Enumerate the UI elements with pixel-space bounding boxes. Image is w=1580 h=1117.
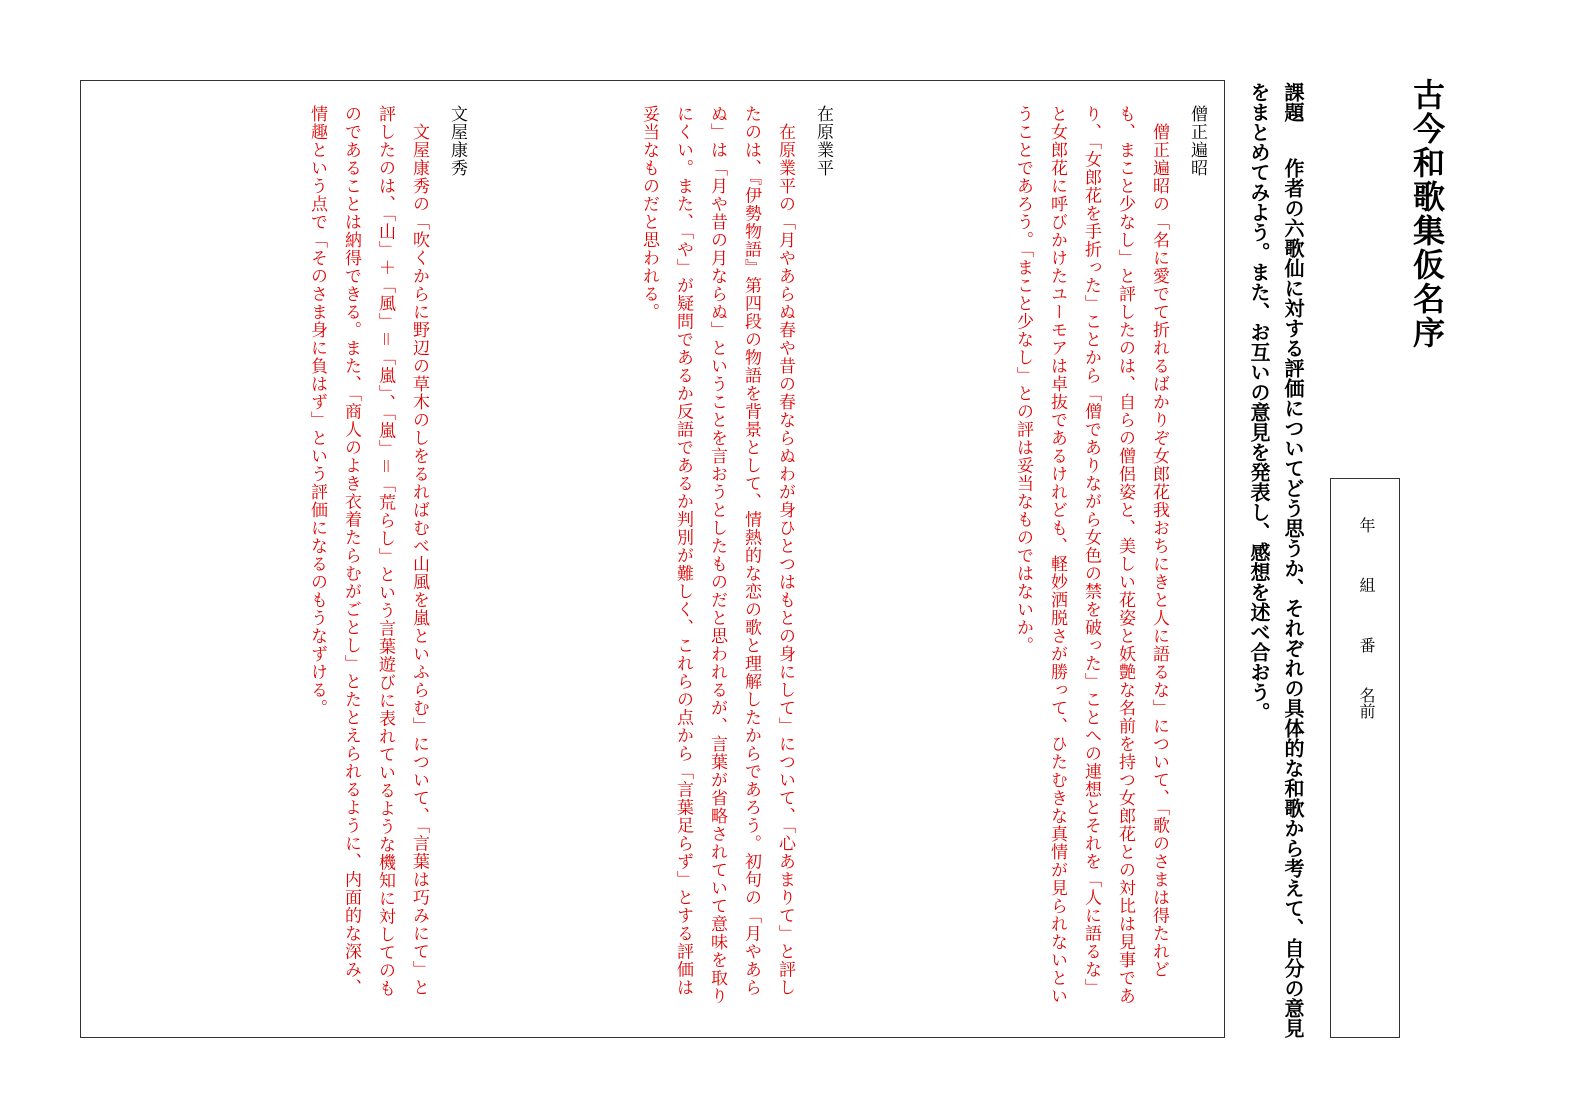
task-label: 課題 [1281,82,1305,122]
page-title: 古今和歌集仮名序 [1408,78,1446,350]
number-field-label: 番 [1357,637,1376,653]
class-field-label: 組 [1357,577,1376,593]
section-body-yasuhide: 文屋康秀の「吹くからに野辺の草木のしをるればむべ山風を嵐といふらむ」について、「言葉は巧みにて」と評したのは、「山」＋「風」＝「嵐」、「嵐」＝「荒らし」という言葉遊びに表れているような機知に対してのものであることは納得できる。また、「商人のよき衣着たらむがごとし」とたとえられるように、内面的な深み、情趣という点で「そのさま身に負はず」という評価になるのもうなずける。 [307,105,429,998]
section-heading-henjo: 僧正遍昭 [1187,105,1207,177]
section-heading-narihira: 在原業平 [813,105,833,177]
section-heading-yasuhide: 文屋康秀 [447,105,467,177]
section-body-henjo: 僧正遍昭の「名に愛でて折れるばかりぞ女郎花我おちにきと人に語るな」について、「歌のさまは得たれども、まこと少なし」と評したのは、自らの僧侶姿と、美しい花姿と妖艶な名前を持つ女郎花との対比は見事であり、「女郎花を手折った」ことから「僧でありながら女色の禁を破った」ことへの連想とそれを「人に語るな」と女郎花に呼びかけたユーモアは卓抜であるけれども、軽妙洒脱さが勝って、ひたむきな真情が見られないということであろう。「まこと少なし」との評は妥当なものではないか。 [1013,105,1169,1005]
task-text: 作者の六歌仙に対する評価についてどう思うか、それぞれの具体的な和歌から考えて、自分の意見をまとめてみよう。また、お互いの意見を発表し、感想を述べ合おう。 [1247,82,1305,1038]
section-body-narihira: 在原業平の「月やあらぬ春や昔の春ならぬわが身ひとつはもとの身にして」について、「心あまりて」と評したのは、『伊勢物語』第四段の物語を背景として、情熱的な恋の歌と理解したからであろう。初句の「月やあらぬ」は「月や昔の月ならぬ」ということを言おうとしたものだと思われるが、言葉が省略されていて意味を取りにくい。また、「や」が疑問であるか反語であるか判別が難しく、これらの点から「言葉足らず」とする評価は妥当なものだと思われる。 [639,105,795,1005]
name-field-label: 名前 [1357,687,1376,719]
student-info-box [1330,478,1400,1038]
year-field-label: 年 [1357,517,1376,533]
answer-box [80,80,1225,1038]
task-instructions [1242,82,1310,1042]
